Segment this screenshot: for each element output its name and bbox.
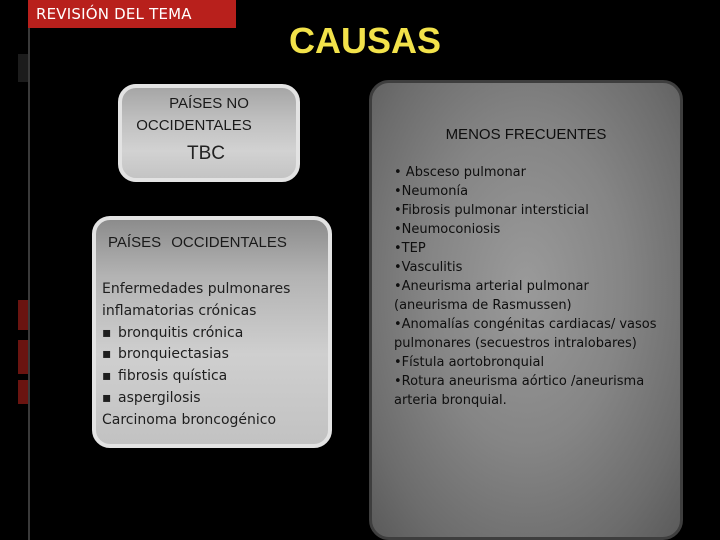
bullet-item: ▪ bronquitis crónica: [102, 323, 322, 345]
list-line: •Neumoconiosis: [394, 222, 501, 237]
box-western-list: [102, 279, 322, 432]
list-line: • Absceso pulmonar: [394, 165, 526, 180]
box-non-western-cause: TBC: [187, 143, 225, 164]
list-line: •Rotura aneurisma aórtico /aneurisma: [394, 374, 645, 389]
box-western-countries: [92, 216, 332, 448]
list-line: Enfermedades pulmonares: [102, 281, 291, 297]
list-line: •Anomalías congénitas cardiacas/ vasos: [394, 317, 657, 332]
bullet-item: ▪ aspergilosis: [102, 388, 322, 410]
box-less-frequent-heading: MENOS FRECUENTES: [445, 126, 607, 143]
box-non-western-line1: PAÍSES NO: [169, 95, 249, 112]
list-line: •TEP: [394, 241, 426, 256]
edge-decoration-red-2: [18, 340, 28, 374]
list-line: (aneurisma de Rasmussen): [394, 298, 572, 313]
section-label: REVISIÓN DEL TEMA: [28, 0, 236, 28]
list-line: •Aneurisma arterial pulmonar: [394, 279, 589, 294]
list-line: •Neumonía: [394, 184, 469, 199]
box-western-heading: PAÍSES OCCIDENTALES: [108, 234, 287, 251]
list-line: •Fibrosis pulmonar intersticial: [394, 203, 589, 218]
edge-decoration-line: [28, 28, 30, 540]
box-less-frequent-list: [394, 163, 670, 410]
bullet-item: ▪ bronquiectasias: [102, 344, 322, 366]
list-line: •Fístula aortobronquial: [394, 355, 545, 370]
edge-decoration-red-1: [18, 300, 28, 330]
list-line: Carcinoma broncogénico: [102, 411, 277, 428]
box-non-western-countries: [118, 84, 300, 182]
slide-title: CAUSAS: [288, 20, 441, 61]
list-line: pulmonares (secuestros intralobares): [394, 336, 637, 351]
box-non-western-line2: OCCIDENTALES: [136, 117, 252, 134]
edge-decoration-block: [18, 54, 28, 82]
box-less-frequent: [369, 80, 683, 540]
bullet-item: ▪ fibrosis quística: [102, 366, 322, 388]
edge-decoration-red-3: [18, 380, 28, 404]
list-line: inflamatorias crónicas: [102, 302, 257, 319]
list-line: arteria bronquial.: [394, 393, 507, 408]
list-line: •Vasculitis: [394, 260, 463, 275]
